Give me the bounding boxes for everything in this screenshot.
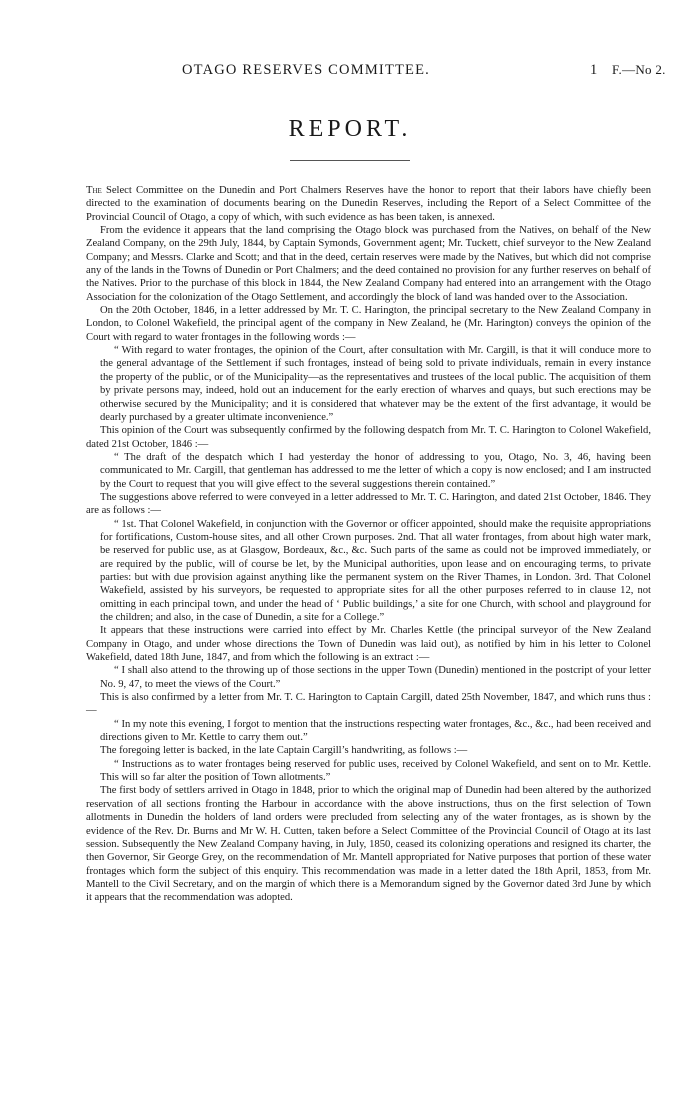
running-header: [0, 62, 700, 82]
quote-water-frontages: “ With regard to water frontages, the opinion of the Court, after consultation with Mr. Cargill, is that it will conduce more to the general advantage of the Settlement if such frontages, instead of being sold to private individuals, remain in every instance the property of the public, or of the Municipality—as the representatives and trustees of the local public. The acquisition of them by private persons may, indeed, hold out an inducement for the early erection of wharves and quays, but such erections may be otherwise secured by the Municipality; and it is considered that whatever may be the extent of the first advantage, it would be dearly purchased by a greater ultimate inconvenience.”: [100, 345, 651, 423]
quote-despatch: “ The draft of the despatch which I had yesterday the honor of addressing to you, Otago, No. 3, 46, having been communicated to Mr. Cargill, that gentleman has addressed to me the letter of which a copy is now enclosed; and I am instructed by the Court to request that you will give effect to the several suggestions therein contained.”: [100, 451, 651, 490]
paragraph-purchase: From the evidence it appears that the land comprising the Otago block was purchased from the Natives, on behalf of the New Zealand Company, on the 29th July, 1844, by Captain Symonds, Government agent; Mr. Tuckett, chief surveyor to the New Zealand Company; and Messrs. Clarke and Scott; and that in the deed, certain reserves were made by the Natives, but which did not comprise any of the lands in the Towns of Dunedin or Port Chalmers; and the deed contained no provision for any further reserves on behalf of the Natives. Prior to the purchase of this block in 1844, the New Zealand Company had entered into an arrangement with the Otago Association for the colonization of the Otago Settlement, and accordingly the block of land was handed over to the Association.: [86, 225, 651, 303]
quote-handwriting: “ Instructions as to water frontages being reserved for public uses, received by Colonel Wakefield, and sent on to Mr. Kettle. This will so far alter the position of Town allotments.”: [100, 758, 651, 784]
heading-rule: [290, 160, 410, 161]
paragraph-kettle: It appears that these instructions were carried into effect by Mr. Charles Kettle (the principal surveyor of the New Zealand Company in Otago, and under whose directions the Town of Dunedin was laid out), as notified by him in his letter to Colonel Wakefield, dated 18th June, 1847, and from which the following is an extract :—: [86, 625, 651, 664]
paragraph-harington-letter: On the 20th October, 1846, in a letter addressed by Mr. T. C. Harington, the principal secretary to the New Zealand Company in London, to Colonel Wakefield, the principal agent of the company in New Zealand, he (Mr. Harington) conveys the opinion of the Court with regard to water frontages in the following words :—: [86, 305, 651, 343]
paragraph-cargill-letter: This is also confirmed by a letter from Mr. T. C. Harington to Captain Cargill, dated 25th November, 1847, and which runs thus :—: [86, 692, 651, 717]
paper-reference: F.—No 2.: [612, 62, 666, 77]
paragraph-backing: The foregoing letter is backed, in the late Captain Cargill’s handwriting, as follows :—: [100, 745, 468, 757]
paragraph-intro: The Select Committee on the Dunedin and Port Chalmers Reserves have the honor to report that their labors have chiefly been directed to the examination of documents bearing on the Dunedin Reserves, including the Report of a Select Committee of the Provincial Council of Otago, a copy of which, with such evidence as has been taken, is annexed.: [86, 185, 651, 223]
paragraph-lead-word: The: [86, 185, 102, 196]
report-heading: REPORT.: [288, 116, 412, 142]
report-body: [86, 184, 651, 905]
quote-suggestions: “ 1st. That Colonel Wakefield, in conjunction with the Governor or officer appointed, should make the requisite appropriations for fortifications, Custom-house sites, and all other Crown purposes. 2nd. That all water frontages, from about high water mark, be reserved for public use, as at Glasgow, Bordeaux, &c., &c. Such parts of the same as could not be improved immediately, or are required by the public, will of course be let, by the Municipal authorities, upon lease and on encouraging terms, to private parties: but with due provision against anything like the permanent system on the River Thames, in London. 3rd. That Colonel Wakefield, assisted by his surveyors, be requested to appropriate sites for all the other purposes referred to in clause 12, not omitting in each principal town, and under the head of ‘ Public buildings,’ a site for one Church, with school and playground for the children; and also, in the case of Dunedin, a site for a College.”: [100, 518, 651, 623]
paragraph-suggestions: The suggestions above referred to were conveyed in a letter addressed to Mr. T. C. Harington, and dated 21st October, 1846. They are as follows :—: [86, 491, 651, 517]
page-number: 1: [590, 62, 598, 78]
paragraph-settlers: The first body of settlers arrived in Otago in 1848, prior to which the original map of Dunedin had been altered by the authorized reservation of all sections fronting the Harbour in accordance with the above instructions, thus on the first selection of Town allotments in Dunedin the holders of land orders were precluded from selecting any of the water frontages, as is shown by the evidence of the Rev. Dr. Burns and Mr W. H. Cutten, taken before a Select Committee of the Provincial Council of Otago at its last session. Subsequently the New Zealand Company having, in July, 1850, ceased its colonizing operations and resigned its charter, the then Governor, Sir George Grey, on the recommendation of Mr. Mantell appropriated for Native purposes that portion of these water frontages which form the subject of this enquiry. This recommendation was made in a letter dated the 18th April, 1853, from Mr. Mantell to the Civil Secretary, and on the margin of which there is a Memorandum signed by the Governor dated 3rd June by which it appears that the recommendation was adopted.: [86, 785, 651, 904]
paragraph-confirmation: This opinion of the Court was subsequently confirmed by the following despatch from Mr. T. C. Harington to Colonel Wakefield, dated 21st October, 1846 :—: [86, 425, 651, 450]
quote-cargill-note: “ In my note this evening, I forgot to mention that the instructions respecting water frontages, &c., &c., had been received and directions given to Mr. Kettle to carry them out.”: [100, 718, 651, 744]
header-title: OTAGO RESERVES COMMITTEE.: [182, 62, 430, 78]
quote-kettle: “ I shall also attend to the throwing up of those sections in the upper Town (Dunedin) mentioned in the postcript of your letter No. 9, 47, to meet the views of the Court.”: [100, 665, 651, 690]
